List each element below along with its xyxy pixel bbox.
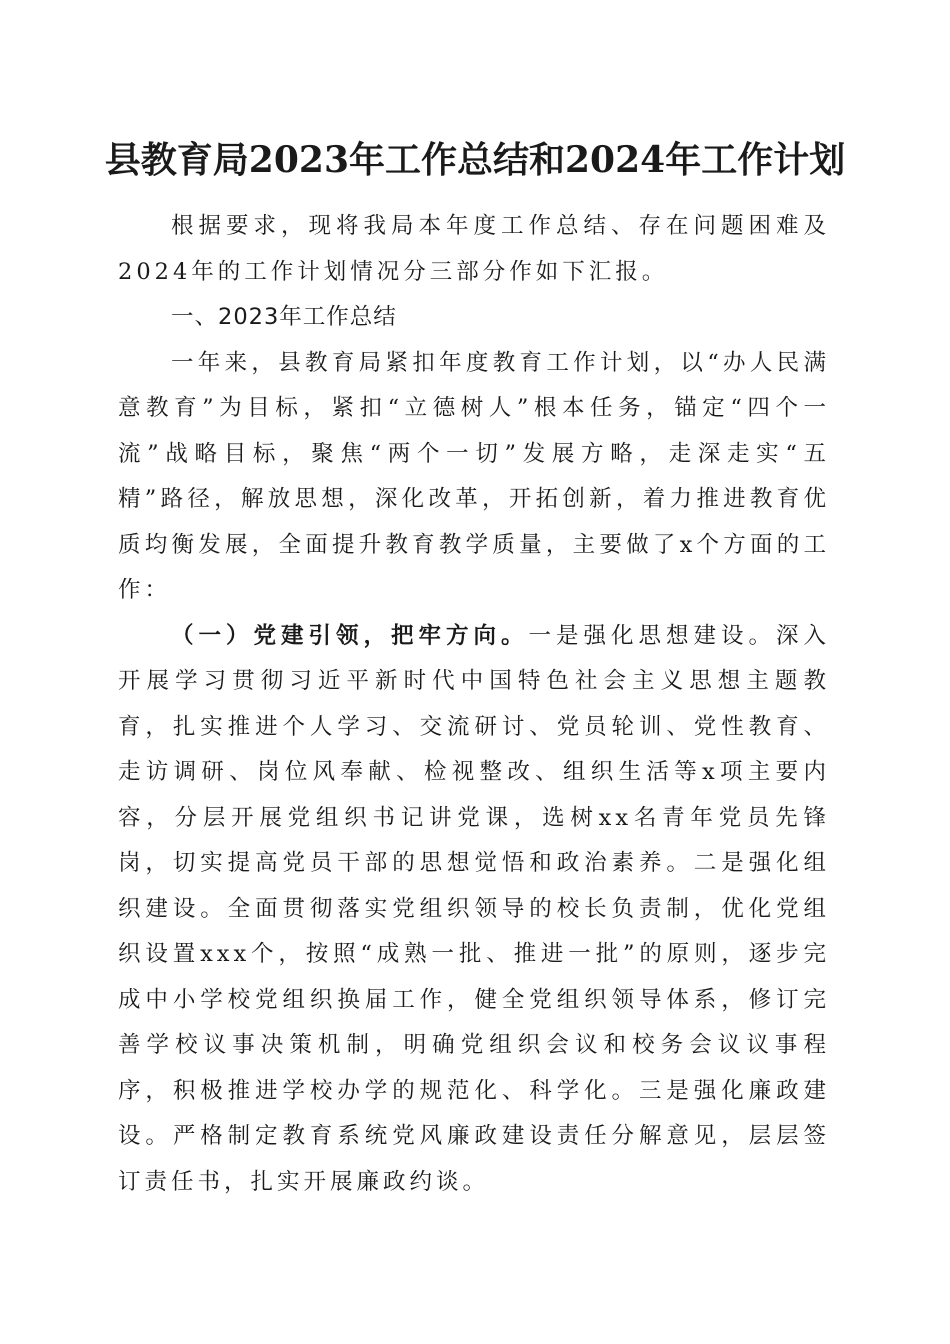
section-intro-paragraph: 一年来，县教育局紧扣年度教育工作计划，以“办人民满意教育”为目标，紧扣“立德树人”根本任务，锚定“四个一流”战略目标，聚焦“两个一切”发展方略，走深走实“五精”路径，解放思想，深化改革，开拓创新，着力推进教育优质均衡发展，全面提升教育教学质量，主要做了x个方面的工作： xyxy=(118,349,830,603)
document-body xyxy=(118,204,830,1205)
intro-paragraph: 根据要求，现将我局本年度工作总结、存在问题困难及2024年的工作计划情况分三部分作如下汇报。 xyxy=(118,213,830,285)
subsection-title: （一）党建引领，把牢方向。 xyxy=(171,622,529,649)
subsection-body: 一是强化思想建设。深入开展学习贯彻习近平新时代中国特色社会主义思想主题教育，扎实推进个人学习、交流研讨、党员轮训、党性教育、走访调研、岗位风奉献、检视整改、组织生活等x项主要内容，分层开展党组织书记讲党课，选树xx名青年党员先锋岗，切实提高党员干部的思想觉悟和政治素养。二是强化组织建设。全面贯彻落实党组织领导的校长负责制，优化党组织设置xxx个，按照“成熟一批、推进一批”的原则，逐步完成中小学校党组织换届工作，健全党组织领导体系，修订完善学校议事决策机制，明确党组织会议和校务会议议事程序，积极推进学校办学的规范化、科学化。三是强化廉政建设。严格制定教育系统党风廉政建设责任分解意见，层层签订责任书，扎实开展廉政约谈。 xyxy=(118,622,830,1195)
document-title: 县教育局2023年工作总结和2024年工作计划 xyxy=(104,139,846,181)
section-heading: 一、2023年工作总结 xyxy=(171,304,397,330)
subsection-paragraph xyxy=(118,614,830,1206)
